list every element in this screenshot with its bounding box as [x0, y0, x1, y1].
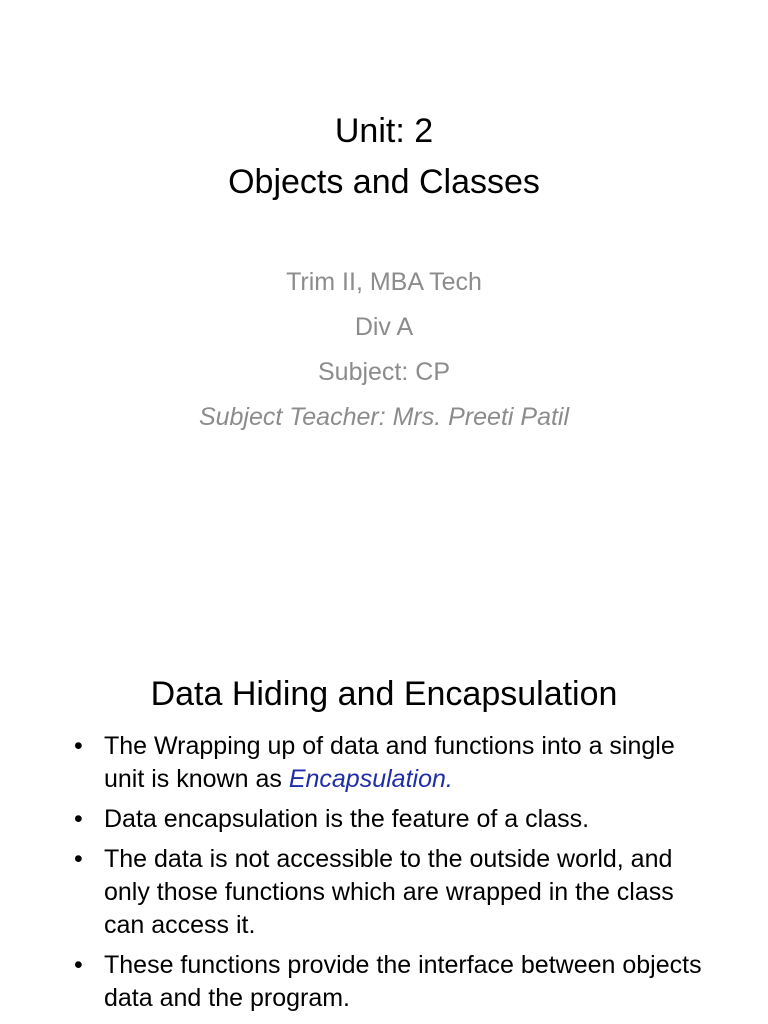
bullet-dot-icon: • — [74, 845, 83, 873]
bullet-text: These functions provide the interface between objects data and the program. — [104, 951, 702, 1012]
content-slide — [0, 512, 768, 1024]
bullet-text: The data is not accessible to the outside world, and only those functions which are wrapped in the class can access it. — [104, 845, 674, 939]
unit-heading: Unit: 2 — [334, 112, 434, 150]
division-line: Div A — [354, 313, 414, 341]
bullet-item-encapsulation-definition — [72, 730, 712, 796]
bullet-item-data-accessibility — [72, 843, 712, 942]
encapsulation-term: Encapsulation. — [288, 765, 453, 793]
bullet-dot-icon: • — [74, 732, 83, 760]
bullet-item-feature-of-class — [72, 803, 712, 836]
bullet-dot-icon: • — [74, 951, 83, 979]
topic-heading: Objects and Classes — [228, 163, 540, 201]
trimester-line: Trim II, MBA Tech — [286, 268, 482, 296]
slide-title — [0, 106, 768, 208]
bullet-text: The Wrapping up of data and functions into a single unit is known as — [104, 732, 675, 793]
bullet-dot-icon: • — [74, 805, 83, 833]
bullet-list — [72, 730, 712, 1022]
bullet-item-interface — [72, 949, 712, 1015]
content-slide-title: Data Hiding and Encapsulation — [150, 675, 618, 713]
bullet-text: Data encapsulation is the feature of a class. — [104, 805, 590, 833]
teacher-line: Subject Teacher: Mrs. Preeti Patil — [198, 403, 570, 431]
subject-line: Subject: CP — [317, 358, 450, 386]
slide-subtitle — [0, 260, 768, 440]
